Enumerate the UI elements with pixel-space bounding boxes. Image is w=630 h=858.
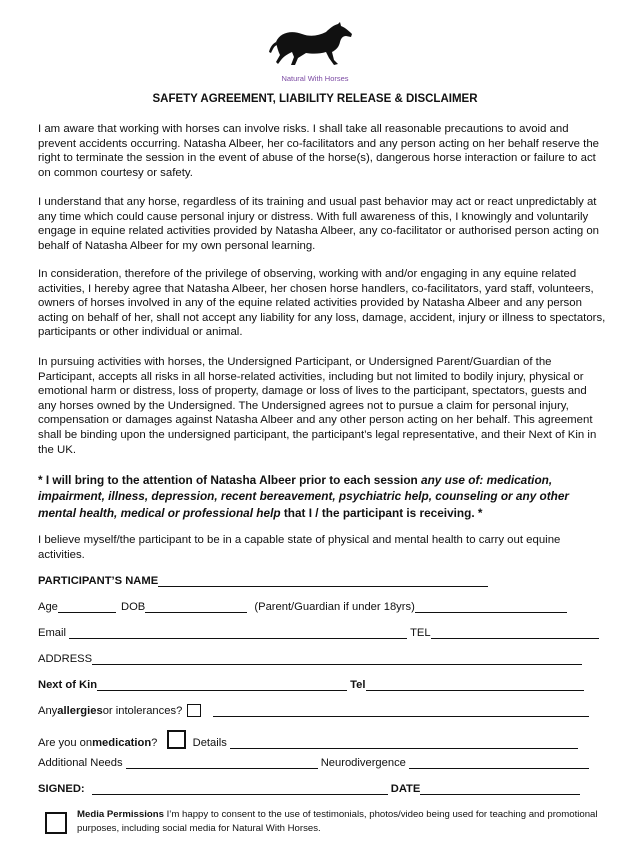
allergies-question [38, 705, 182, 717]
medication-row [38, 730, 602, 749]
details-field[interactable] [230, 736, 578, 749]
medication-pre: Are you on [38, 737, 93, 749]
brand-name: Natural With Horses [281, 74, 349, 83]
paragraph-pursuing-activities: In pursuing activities with horses, the Undersigned Participant, or Undersigned Parent/Guardian of the Participant, accepts all risks in all horse-related activities, including but not limited to bodily injury, physical or emotional harm or distress, loss of property, damage or loss of lives to the participant, spectators, guests and any horses owned by the Undersigned. The Undersigned agrees not to pursue a claim for personal injury, compensation or damages against Natasha Albeer and any other person acting on her behalf. This agreement shall be binding upon the undersigned participant, the participant’s legal representative, and their Next of Kin in the UK. [38, 356, 597, 456]
media-permissions-label: Media Permissions [77, 809, 164, 820]
participant-name-row [38, 574, 602, 590]
allergies-row [38, 704, 602, 720]
age-dob-row [38, 600, 602, 616]
allergies-bold: allergies [57, 705, 103, 717]
medication-post: ? [151, 737, 158, 749]
participant-name-field[interactable] [158, 574, 488, 587]
email-label: Email [38, 627, 66, 639]
participant-name-label: PARTICIPANT’S NAME [38, 575, 159, 587]
age-field[interactable] [58, 600, 116, 613]
signed-label: SIGNED: [38, 783, 85, 795]
tel-field[interactable] [431, 626, 599, 639]
allergies-post: or intolerances? [102, 705, 183, 717]
paragraph-consideration: In consideration, therefore of the privilege of observing, working with and/or engaging in any equine related activities, I hereby agree that Natasha Albeer, her chosen horse handlers, co-facilitators, yard staff, volunteers, owners of horses involved in any of the equine related activities provided by Natasha Albeer and any person acting on behalf of her, shall not accept any liability for any loss, damage, accident, injury or illness to spectators, participants or other individual or animal. [38, 268, 606, 339]
medication-bold: medication [92, 737, 152, 749]
additional-needs-label: Additional Needs [38, 757, 123, 769]
next-of-kin-row [38, 678, 602, 694]
email-tel-row [38, 626, 602, 642]
needs-row [38, 756, 602, 772]
media-permissions-checkbox[interactable] [45, 812, 67, 834]
dob-field[interactable] [145, 600, 247, 613]
email-field[interactable] [69, 626, 407, 639]
paragraph-understanding: I understand that any horse, regardless of its training and usual past behavior may act or react unpredictably at any time which could cause personal injury or distress. With full awareness of this, I knowingly and voluntarily engage in equine related activities provided by Natasha Albeer, any co-facilitator or authorised person acting on behalf of Natasha Albeer for my own personal learning. [38, 196, 600, 252]
age-label: Age [38, 601, 58, 613]
guardian-field[interactable] [415, 600, 567, 613]
signature-field[interactable] [92, 782, 388, 795]
tel-label: TEL [410, 627, 431, 639]
neurodivergence-label: Neurodivergence [320, 757, 406, 769]
allergies-checkbox[interactable] [187, 704, 201, 717]
document-title: SAFETY AGREEMENT, LIABILITY RELEASE & DISCLAIMER [152, 93, 478, 105]
next-of-kin-field[interactable] [97, 678, 347, 691]
paragraph-disclosure [38, 472, 606, 521]
neurodivergence-field[interactable] [409, 756, 589, 769]
paragraph-capable-state: I believe myself/the participant to be in a capable state of physical and mental health to carry out equine activities. [38, 534, 561, 561]
media-permissions-text [77, 808, 603, 836]
medication-checkbox[interactable] [167, 730, 186, 749]
next-of-kin-label: Next of Kin [38, 679, 98, 691]
disclosure-items: any use of: medication, impairment, illness, depression, recent bereavement, psychiatric help, counseling or any other mental health, medical or professional help [38, 473, 570, 520]
address-row [38, 652, 602, 668]
details-label: Details [192, 737, 227, 749]
paragraph-risks: I am aware that working with horses can involve risks. I shall take all reasonable precautions to avoid and prevent accidents occurring. Natasha Albeer, her co-facilitators and any person acting on her behalf reserve the right to terminate the session in the event of abuse of the horse(s), dangerous horse interaction or failure to act on common courtesy or safety. [38, 123, 599, 179]
dob-label: DOB [121, 601, 146, 613]
allergies-pre: Any [38, 705, 58, 717]
medication-question [38, 737, 157, 749]
date-field[interactable] [420, 782, 580, 795]
address-label: ADDRESS [38, 653, 93, 665]
date-label: DATE [390, 783, 421, 795]
kin-tel-field[interactable] [366, 678, 584, 691]
guardian-label: (Parent/Guardian if under 18yrs) [254, 601, 415, 613]
signature-row [38, 782, 602, 798]
kin-tel-label: Tel [350, 679, 366, 691]
media-permissions-body: I’m happy to consent to the use of testimonials, photos/video being used for teaching and promotional purposes, including social media for Natural With Horses. [77, 809, 598, 834]
disclosure-lead: * I will bring to the attention of Natasha Albeer prior to each session [38, 473, 422, 487]
allergies-field[interactable] [213, 704, 589, 717]
additional-needs-field[interactable] [126, 756, 318, 769]
address-field[interactable] [92, 652, 582, 665]
disclosure-tail: that I / the participant is receiving. * [280, 505, 483, 520]
horse-silhouette-icon [268, 22, 354, 66]
